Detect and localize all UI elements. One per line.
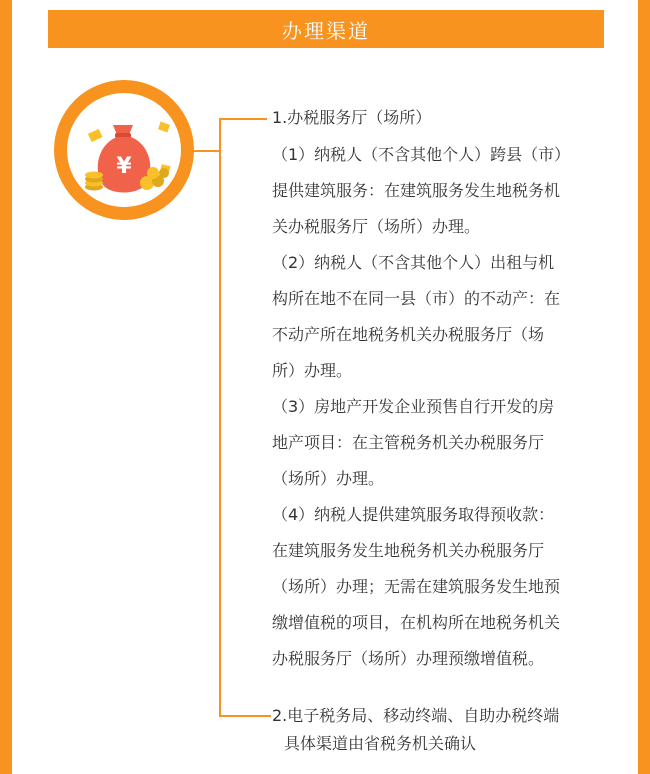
item1-body [272,137,604,677]
money-bag-icon [54,80,194,220]
item2 [272,702,612,758]
item2-title: 2.电子税务局、移动终端、自助办税终端 [272,706,560,725]
left-border [0,0,12,774]
item1-title: 1.办税服务厅（场所） [272,108,432,127]
item2-note: 具体渠道由省税务机关确认 [284,734,477,753]
paragraph: （2）纳税人（不含其他个人）出租与机 构所在地不在同一县（市）的不动产：在 不动产所在地税务机关办税服务厅（场 所）办理。 [272,253,561,380]
connector-line [219,715,271,717]
paragraph: （3）房地产开发企业预售自行开发的房 地产项目：在主管税务机关办税服务厅 （场所）办理。 [272,397,555,488]
right-border [638,0,650,774]
section-header [48,10,604,48]
connector-line [219,118,267,120]
paragraph: （1）纳税人（不含其他个人）跨县（市） 提供建筑服务：在建筑服务发生地税务机 关办税服务厅（场所）办理。 [272,145,571,236]
connector-line [194,150,220,152]
svg-text:¥: ¥ [116,154,132,179]
section-title: 办理渠道 [282,18,370,43]
paragraph: （4）纳税人提供建筑服务取得预收款： 在建筑服务发生地税务机关办税服务厅 （场所）办理；无需在建筑服务发生地预 缴增值税的项目，在机构所在地税务机关 办税服务厅（场所）办理预缴增值税。 [272,505,561,668]
connector-line [219,118,221,716]
